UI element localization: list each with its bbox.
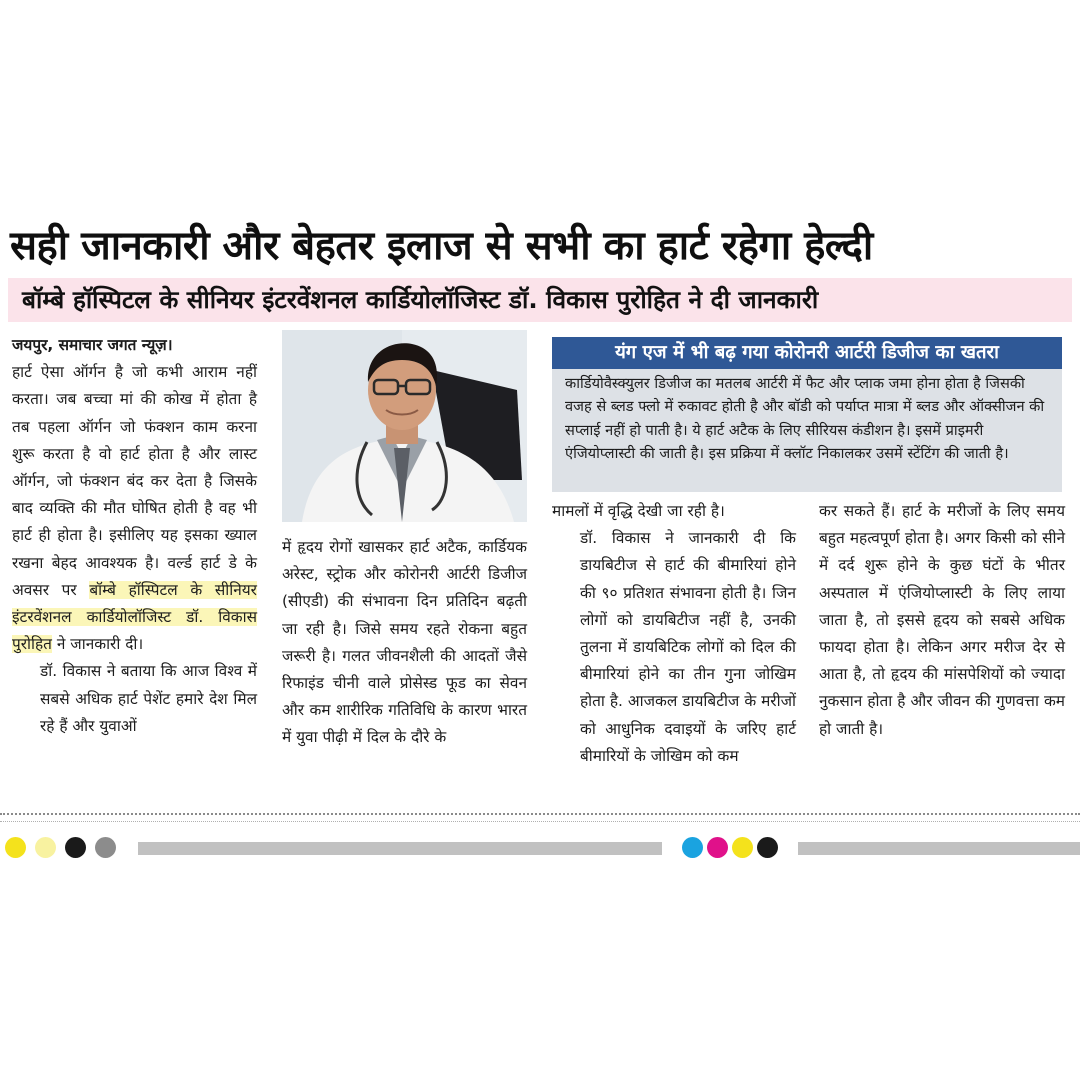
registration-mark-cyan [682,837,703,858]
registration-mark-gray [95,837,116,858]
doctor-portrait-photo [282,330,527,522]
article-paragraph-2-continued: में हृदय रोगों खासकर हार्ट अटैक, कार्डियक अरेस्ट, स्ट्रोक और कोरोनरी आर्टरी डिजीज (सीएडी) की संभावना दिन प्रतिदिन बढ़ती जा रही है। जिसे समय रहते रोकना बहुत जरूरी है। गलत जीवनशैली की आदतों जैसे रिफाइंड चीनी वाले प्रोसेस्ड फूड का सेवन और कम शारीरिक गतिविधि के कारण भारत में युवा पीढ़ी में दिल के दौरे के [282,538,527,747]
highlighted-doctor-name: बॉम्बे हॉस्पिटल के सीनियर इंटरवेंशनल कार्डियोलॉजिस्ट डॉ. विकास पुरोहित [12,580,257,654]
doctor-portrait-icon [282,330,527,522]
sidebar-box-body [565,372,1051,465]
article-paragraph-1 [12,332,257,658]
sidebar-box-title: यंग एज में भी बढ़ गया कोरोनरी आर्टरी डिजीज का खतरा [552,337,1062,369]
headline: सही जानकारी और बेहतर इलाज से सभी का हार्ट रहेगा हेल्दी [10,223,873,269]
article-column-2 [282,534,527,752]
article-paragraph-2-end: मामलों में वृद्धि देखी जा रही है। [552,502,725,520]
subheadline: बॉम्बे हॉस्पिटल के सीनियर इंटरवेंशनल कार्डियोलॉजिस्ट डॉ. विकास पुरोहित ने दी जानकारी [22,285,819,314]
article-column-1 [12,332,257,740]
registration-mark-light-yellow [35,837,56,858]
article-paragraph-3: डॉ. विकास ने जानकारी दी कि डायबिटीज से हार्ट की बीमारियां होने की ९० प्रतिशत संभावना होती है। जिन लोगों को डायबिटीज नहीं है, उनकी तुलना में डायबिटिक लोगों को दिल की बीमारियां होने का तीन गुना जोखिम होता है. आजकल डायबिटीज के मरीजों को आधुनिक दवाइयों के जरिए हार्ट बीमारियों के जोखिम को कम [580,529,796,765]
paragraph-1-end: ने जानकारी दी। [51,635,144,654]
registration-mark-black-2 [757,837,778,858]
registration-mark-yellow [5,837,26,858]
gray-print-bar-left [138,842,662,855]
sidebar-box-paragraph: कार्डियोवैस्क्युलर डिजीज का मतलब आर्टरी में फैट और प्लाक जमा होना होता है जिसकी वजह से ब्लड फ्लो में रुकावट होती है और बॉडी को पर्याप्त मात्रा में ब्लड और ऑक्सीजन की सप्लाई नहीं हो पाती है। ये हार्ट अटैक के लिए सीरियस कंडीशन है। इसमें प्राइमरी एंजियोप्लास्टी की जाती है। इस प्रक्रिया में क्लॉट निकालकर उसमें स्टेंटिंग की जाती है। [565,375,1045,462]
registration-mark-magenta [707,837,728,858]
article-paragraph-3-continued: कर सकते हैं। हार्ट के मरीजों के लिए समय बहुत महत्वपूर्ण होता है। अगर किसी को सीने में दर्द शुरू होने के कुछ घंटों के भीतर अस्पताल में एंजियोप्लास्टी के लिए लाया जाता है, तो इससे हृदय को सबसे अधिक फायदा होता है। लेकिन अगर मरीज देर से आता है, तो हृदय की मांसपेशियों को ज्यादा नुकसान होता है और जीवन की गुणवत्ता कम हो जाती है। [819,502,1065,738]
registration-mark-black [65,837,86,858]
gray-print-bar-right [798,842,1080,855]
dotted-divider [0,813,1080,815]
dateline: जयपुर, समाचार जगत न्यूज़। [12,336,173,354]
dotted-divider-secondary [0,821,1080,822]
article-column-3 [552,498,796,770]
article-column-4 [819,498,1065,743]
registration-mark-yellow-2 [732,837,753,858]
paragraph-1-text: हार्ट ऐसा ऑर्गन है जो कभी आराम नहीं करता। जब बच्चा मां की कोख में होता है तब पहला ऑर्गन जो फंक्शन काम करना शुरू करता है वो हार्ट होता है और लास्ट ऑर्गन, जो फंक्शन बंद कर देता है जिसके बाद व्यक्ति की मौत घोषित होती है वह भी हार्ट ही होता है। इसीलिए यह इसका ख्याल रखना बेहद आवश्यक है। वर्ल्ड हार्ट डे के अवसर पर [12,363,257,599]
article-paragraph-2-start: डॉ. विकास ने बताया कि आज विश्व में सबसे अधिक हार्ट पेशेंट हमारे देश मिल रहे हैं और युवाओं [40,662,257,735]
